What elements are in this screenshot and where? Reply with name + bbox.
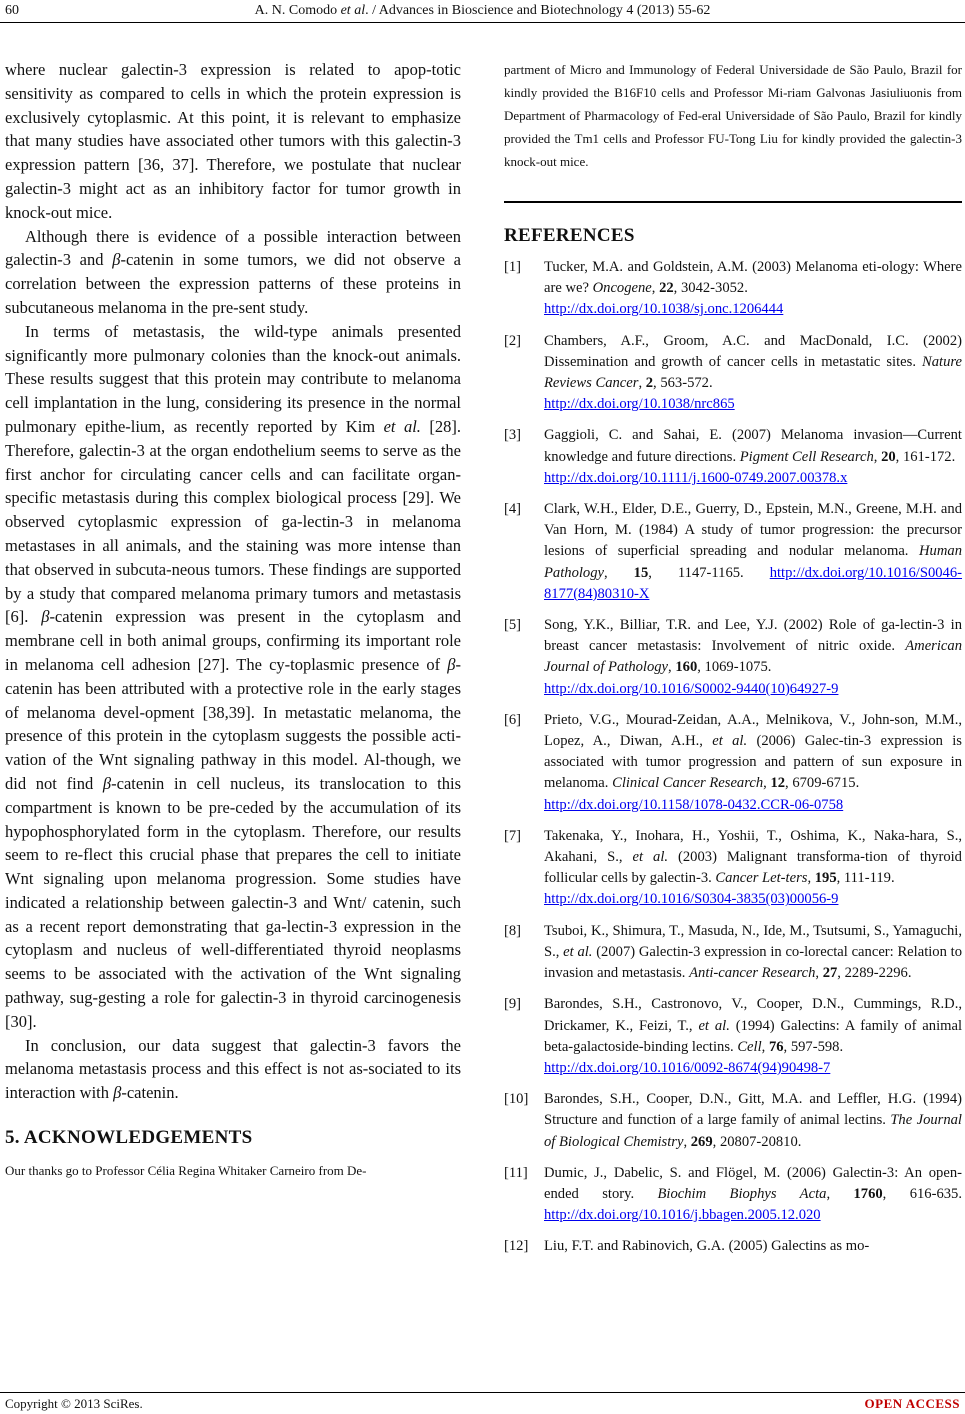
acknowledgements-continued: partment of Micro and Immunology of Federal Universidade de São Paulo, Brazil for kindly provided the B16F10 cells and Professor Mi-riam Galvonas Jasiuliuonis from Department of Pharmacology of Fed-eral Universidade of São Paulo, Brazil for kindly provided the Tm1 cells and Professor FU-Tong Liu for kindly provided the galectin-3 knock-out mice. [504,62,962,169]
reference-journal: Cell [737,1038,762,1055]
reference-text [544,826,962,911]
reference-separator: , [638,375,646,392]
references-heading: REFERENCES [504,225,635,246]
reference-title: (2006) Galec-tin-3 expression is associated with tumor progression and pattern of sun exposure in melanoma. [544,733,962,792]
acknowledgements-text: Our thanks go to Professor Célia Regina Whitaker Carneiro from De- [5,1163,367,1179]
reference-volume: 15 [633,564,649,581]
reference-separator: , [683,1133,691,1150]
reference-pages: , 1147-1165. [648,564,770,581]
reference-item [504,499,962,605]
reference-text [544,425,962,489]
paragraph-4: In conclusion, our data suggest that galectin-3 favors the melanoma metastasis process and this effect is not as-sociated to its interaction with β-catenin. [5,1035,461,1103]
reference-separator: , [826,1185,854,1202]
reference-doi-link[interactable]: http://dx.doi.org/10.1038/sj.onc.1206444 [544,301,784,318]
reference-list [504,257,962,1258]
paragraph-2: Although there is evidence of a possible interaction between galectin-3 and β-catenin in some tumors, we did not observe a correlation between the expression patterns of these proteins in subcutaneous melanoma in the pre-sent study. [5,226,461,317]
reference-authors: Takenaka, Y., Inohara, H., Yoshii, T., Oshima, K., Naka-hara, S., Akahani, S., [544,827,962,866]
reference-separator: , [668,659,676,676]
reference-item [504,257,962,321]
reference-volume: 27 [822,965,838,982]
reference-etal: et al. [712,733,748,750]
reference-pages: , 3042-3052. [673,280,748,297]
reference-journal: Clinical Cancer Research [612,775,764,792]
copyright-notice: Copyright © 2013 SciRes. [5,1396,143,1411]
reference-pages: , 1069-1075. [697,659,772,676]
reference-journal: American Journal of Pathology [544,638,962,676]
reference-volume: 1760 [853,1185,883,1202]
reference-journal: Human Pathology [544,543,962,581]
reference-authors: Song, Y.K., Billiar, T.R. and Lee, Y.J. (2002) Role of ga-lectin-3 in breast cancer metastasis: Involvement of nitric oxide. [544,617,962,655]
paragraph-1: where nuclear galectin-3 expression is related to apop-totic sensitivity as compared to cells in which the protein expression is exclusively cytoplasmic. At this point, it is relevant to emphasize that many studies have associated other tumors with this galectin-3 expression pattern [36, 37]. Therefore, we postulate that nuclear galectin-3 might act as an inhibitory factor for tumor growth in knock-out mice. [5,60,461,222]
reference-text [544,921,962,985]
reference-pages: , 161-172. [895,448,956,465]
reference-number: [8] [504,922,522,939]
reference-separator: , [604,564,634,581]
reference-title: (1994) Galectins: A family of animal beta-galactoside-binding lectins. [544,1017,963,1055]
reference-item [504,994,962,1079]
reference-item [504,425,962,489]
reference-doi-link[interactable]: http://dx.doi.org/10.1111/j.1600-0749.2007.00378.x [544,469,848,486]
reference-number: [2] [504,332,522,349]
reference-number: [6] [504,711,522,728]
page-number: 60 [5,3,19,18]
reference-pages: , 111-119. [836,870,895,887]
header-journal: . / Advances in Bioscience and Biotechnology 4 (2013) 55-62 [365,3,711,18]
reference-authors: Liu, F.T. and Rabinovich, G.A. (2005) Galectins as mo- [544,1238,870,1255]
reference-journal: Anti-cancer Research [689,965,816,982]
reference-pages: , 2289-2296. [837,965,912,982]
right-column [504,58,962,1258]
reference-doi-link[interactable]: http://dx.doi.org/10.1016/S0046-8177(84)80310-X [544,564,963,602]
reference-volume: 160 [675,659,698,676]
reference-authors: Barondes, S.H., Cooper, D.N., Gitt, M.A. and Leffler, H.G. (1994) Structure and function of a large family of animal lectins. [544,1091,962,1129]
reference-number: [7] [504,827,522,844]
reference-text [544,710,962,816]
reference-text [544,1089,962,1153]
reference-pages: , 597-598. [783,1038,844,1055]
reference-volume: 195 [814,870,837,887]
reference-authors: Tsuboi, K., Shimura, T., Masuda, N., Ide, M., Tsutsumi, S., Yamaguchi, S., [544,922,962,960]
reference-separator: , [815,965,823,982]
header-divider [0,22,965,23]
reference-volume: 22 [659,280,674,297]
reference-journal: Cancer Let-ters [715,870,808,887]
reference-pages: , 616-635. [882,1185,963,1202]
left-column [5,58,461,1182]
reference-doi-link[interactable]: http://dx.doi.org/10.1158/1078-0432.CCR-06-0758 [544,796,844,813]
reference-authors: Barondes, S.H., Castronovo, V., Cooper, D.N., Cummings, R.D., Drickamer, K., Feizi, T., [544,996,962,1034]
reference-item [504,1163,962,1227]
open-access-label: OPEN ACCESS [864,1396,960,1411]
reference-volume: 12 [770,775,786,792]
reference-item [504,921,962,985]
reference-text [544,1236,962,1257]
reference-separator: , [651,280,660,297]
reference-etal: et al. [698,1017,730,1034]
footer-divider [0,1392,965,1393]
reference-separator: , [761,1038,769,1055]
reference-doi-link[interactable]: http://dx.doi.org/10.1038/nrc865 [544,396,735,413]
reference-journal: Biochim Biophys Acta [657,1185,827,1202]
reference-doi-link[interactable]: http://dx.doi.org/10.1016/0092-8674(94)90498-7 [544,1059,831,1076]
reference-number: [1] [504,259,522,275]
reference-number: [3] [504,427,522,444]
reference-item [504,615,962,700]
reference-separator: , [807,870,815,887]
reference-text [544,331,962,416]
reference-separator: , [763,775,771,792]
reference-doi-link[interactable]: http://dx.doi.org/10.1016/j.bbagen.2005.12.020 [544,1207,821,1224]
running-header [0,0,965,24]
reference-journal: Nature Reviews Cancer [544,353,962,392]
reference-volume: 2 [645,375,654,392]
reference-volume: 76 [768,1038,784,1055]
reference-etal: et al. [632,849,669,866]
reference-authors: Dumic, J., Dabelic, S. and Flögel, M. (2006) Galectin-3: An open-ended story. [544,1164,962,1202]
reference-item [504,1089,962,1153]
reference-item [504,331,962,416]
reference-text [544,1163,962,1227]
reference-doi-link[interactable]: http://dx.doi.org/10.1016/S0304-3835(03)00056-9 [544,891,839,908]
reference-separator: , [873,448,882,465]
reference-number: [10] [504,1091,529,1108]
reference-number: [12] [504,1238,529,1255]
reference-authors: Gaggioli, C. and Sahai, E. (2007) Melanoma invasion—Current knowledge and future directions. [544,427,962,465]
reference-authors: Chambers, A.F., Groom, A.C. and MacDonald, I.C. (2002) Dissemination and growth of cancer cells in metastatic sites. [544,332,962,370]
reference-number: [11] [504,1164,528,1181]
reference-authors: Prieto, V.G., Mourad-Zeidan, A.A., Melnikova, V., John-son, M.M., Lopez, A., Diwan, A.H., [544,711,962,750]
header-etal: et al [340,3,366,18]
reference-journal: The Journal of Biological Chemistry [544,1112,962,1150]
paragraph-3: In terms of metastasis, the wild-type animals presented significantly more pulmonary colonies than the knock-out animals. These results suggest that this protein may contribute to melanoma cell implantation in the lung, considering its presence in the normal pulmonary epithe-lium, as recently reported by Kim et al. [28]. Therefore, galectin-3 at the organ endothelium seems to serve as the first anchor for circulating cancer cells and can facilitate organ-specific metastasis during this complex biological process [29]. We observed cytoplasmic expression of ga-lectin-3 in melanoma metastases in all animals, and the staining was more intense than that observed in subcuta-neous tumors. These findings are supported by a study that compared melanoma primary tumors and metastasis [6]. β-catenin expression was present in the cytoplasm and membrane cell in both animal groups, confirming its important role in melanoma cell adhesion [27]. The cy-toplasmic presence of β-catenin has been attributed with a protective role in the early stages of melanoma devel-opment [38,39]. In metastatic melanoma, the presence of this protein in the cytoplasm suggests the possible acti-vation of the Wnt signaling pathway in this model. Al-though, we did not find β-catenin in cell nucleus, its translocation to this compartment is known to be pre-ceded by the accumulation of its hypophosphorylated form in the cytoplasm. Therefore, our results seem to re-flect this crucial phase that prepares the cell to initiate Wnt signaling upon melanoma progression. Some studies have indicated a relationship between galectin-3 and Wnt/ catenin, such as a recent report demonstrating that ga-lectin-3 expression in the cytoplasm and nucleus of well-differentiated thyroid neoplasms seems to be associated with the activation of the Wnt signaling pathway, sug-gesting a role for galectin-3 in thyroid carcinogenesis [30]. [5,321,461,1031]
reference-journal: Pigment Cell Research [739,448,874,465]
running-title [0,3,965,19]
reference-pages: , 6709-6715. [785,775,860,792]
reference-number: [4] [504,501,522,518]
reference-text [544,499,962,605]
reference-title: (2007) Galectin-3 expression in co-lorectal cancer: Relation to invasion and metastasis. [544,943,962,982]
reference-pages: , 563-572. [653,375,713,392]
reference-text [544,257,962,321]
reference-number: [9] [504,996,522,1013]
page-footer [0,1392,965,1414]
reference-doi-link[interactable]: http://dx.doi.org/10.1016/S0002-9440(10)64927-9 [544,680,839,697]
reference-volume: 269 [690,1133,713,1150]
reference-authors: Clark, W.H., Elder, D.E., Guerry, D., Epstein, M.N., Greene, M.H. and Van Horn, M. (1984) A study of tumor progression: the precursor lesions of superficial spreading and nodular melanoma. [544,501,962,560]
reference-volume: 20 [881,448,896,465]
reference-item [504,710,962,816]
reference-title: (2003) Malignant transforma-tion of thyroid follicular cells by galectin-3. [544,849,962,887]
reference-item [504,826,962,911]
reference-number: [5] [504,617,522,634]
reference-text [544,994,962,1079]
header-authors: A. N. Comodo [254,3,338,18]
acknowledgements-heading: 5. ACKNOWLEDGEMENTS [5,1127,253,1149]
section-divider [504,201,962,203]
reference-text [544,615,962,700]
reference-item [504,1236,962,1257]
reference-journal: Oncogene [592,280,652,297]
reference-authors: Tucker, M.A. and Goldstein, A.M. (2003) Melanoma eti-ology: Where are we? [544,259,962,297]
reference-pages: , 20807-20810. [712,1133,802,1150]
reference-etal: et al. [563,943,593,960]
